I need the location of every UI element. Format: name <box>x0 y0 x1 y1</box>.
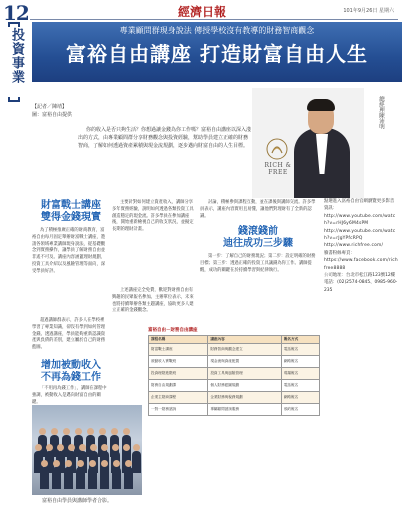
article-column-3 <box>200 200 316 224</box>
person-figure <box>88 467 97 489</box>
facebook-link[interactable]: https://www.facebook.com/richfree8888 <box>324 258 398 271</box>
table-header-cell: 報名方式 <box>281 336 319 344</box>
table-cell: 投資理財進階班 <box>149 368 208 380</box>
section-label: 投資事業 <box>9 28 24 84</box>
article-column-1 <box>32 228 108 318</box>
table-cell: 預約報名 <box>281 404 319 416</box>
youtube-link-1[interactable]: http://www.youtube.com/watch?v=rHJ6y6M4sPM <box>324 213 396 227</box>
bracket-bottom-icon <box>8 97 20 102</box>
subhead-3: 錢滾錢前 迪往成功三步驟 <box>223 226 293 249</box>
byline-photo-credit: 圖：富裕自由提供 <box>32 112 73 118</box>
person-figure <box>124 467 133 489</box>
logo-text: RICH & FREE <box>264 162 292 176</box>
paragraph: 超過講師群表示，許多人在學校裡學習了專業知識，卻沒有學到如何管理金錢。透過講座，學員能夠重新認識資產與負債的差別，建立屬於自己的財務藍圖。 <box>32 318 106 351</box>
table-cell: 被動收入實戰班 <box>149 356 208 368</box>
portrait-hair <box>307 99 335 111</box>
section-label-strip <box>3 22 25 102</box>
company-address: 公司地址：台北市松江路123號12樓 <box>324 273 396 279</box>
paragraph: 為了積極推廣正確的財商教育，富裕自由每月固定舉辦財富戰士講座，邀請各領域專業講師現身說法，從基礎觀念到實務操作，讓學員了解財務自由並非遙不可及。講座內容涵蓋理財規劃、投資工具介紹以及風險管理等面向，深受學員好評。 <box>32 228 106 274</box>
website-link[interactable]: http://www.richfree.com/ <box>324 243 384 249</box>
course-table <box>148 327 320 416</box>
table-cell: 個人財務藍圖規劃 <box>208 380 282 392</box>
person-figure <box>132 451 141 473</box>
byline-reporter: 【記者／陳靖】 <box>32 104 68 110</box>
person-figure <box>100 467 109 489</box>
youtube-link-2[interactable]: http://www.youtube.com/watch?v=rJgYPfcRPQ <box>324 228 396 242</box>
kicker: 專業顧問群現身說法 傳授學校沒有教導的財務智商觀念 <box>119 26 315 35</box>
byline <box>32 103 72 119</box>
table-header-row <box>149 336 320 344</box>
table-row <box>149 380 320 392</box>
lead-summary: 你的收入是否只夠生活？你想過讓金錢為你工作嗎？富裕自由講座以深入淺出的方式，由專業顧問群分享財務觀念與投資經驗，幫助學員建立正確的財務智商，了解如何透過資產累積與現金流規劃，逐步邁向財富自由的人生目標。 <box>78 127 252 149</box>
article-column-1c <box>32 386 108 405</box>
group-photo <box>32 405 142 495</box>
person-figure <box>64 467 73 489</box>
table-cell: 電話報名 <box>281 380 319 392</box>
paragraph: 討論，積極參與課程互動，並在課後與講師交流。許多學員表示，講座內容實用且易懂，讓他們對理財有了全新的認識。 <box>200 200 316 219</box>
article-column-2 <box>112 200 196 285</box>
table-header-cell: 講座內容 <box>208 336 282 344</box>
table-cell: 網路報名 <box>281 356 319 368</box>
subhead-1: 財富戰士講座 雙得金錢現實 <box>41 200 101 223</box>
subhead-2: 增加被動收入 不再為錢工作 <box>41 360 101 383</box>
person-figure <box>112 467 121 489</box>
table-caption: 富裕自由－財務自由講座 <box>148 328 198 333</box>
table-cell: 一對一財務諮詢 <box>149 404 208 416</box>
company-logo <box>256 138 296 182</box>
person-figure <box>40 467 49 489</box>
table-cell: 企業主財商課程 <box>149 392 208 404</box>
article-column-1b <box>32 318 108 358</box>
contact-intro: 點選進入富裕自由官網瀏覽更多影音資訊： <box>324 199 395 212</box>
portrait-caption: 總經理陳沛明 <box>378 96 384 129</box>
table-cell: 現場報名 <box>281 368 319 380</box>
table-cell: 企業財務與稅務規劃 <box>208 392 282 404</box>
newspaper-name: 經濟日報 <box>177 5 226 19</box>
portrait-photo <box>252 88 364 198</box>
table-cell: 財務智商與觀念建立 <box>208 344 282 356</box>
article-column-2b <box>112 288 196 324</box>
person-figure <box>76 467 85 489</box>
table-cell: 專屬顧問諮詢服務 <box>208 404 282 416</box>
table-row <box>149 392 320 404</box>
page-number: 12 <box>3 1 29 25</box>
table-cell: 財務自由規劃課 <box>149 380 208 392</box>
headline-banner <box>32 22 402 82</box>
facebook-label: 臉書粉絲專頁： <box>324 250 355 256</box>
group-photo-caption: 富裕自由學員與講師學者合影。 <box>42 498 113 504</box>
paragraph: 上述講座完全免費，歡迎對財務自由有興趣的民眾報名參加。主辦單位表示，未來也將持續舉辦各類主題講座，協助更多人建立正確的金錢觀念。 <box>112 288 194 314</box>
bracket-top-icon <box>8 22 20 27</box>
table-row <box>149 356 320 368</box>
table-row <box>149 344 320 356</box>
logo-mark-icon <box>266 138 288 160</box>
article-column-3b <box>200 254 316 322</box>
contact-info <box>324 198 398 294</box>
headline: 富裕自由講座 打造財富自由人生 <box>66 42 368 66</box>
top-rule <box>30 19 398 20</box>
table-row <box>149 368 320 380</box>
paragraph: 「不用再為錢工作」，講師在課程中強調，被動收入是邁向財富自由的關鍵。 <box>32 386 107 405</box>
person-figure <box>52 467 61 489</box>
paragraph: 主要針對如何建立資產收入，講師分享多年實務經驗，說明如何透過各類投資工具創造穩定的現金流。許多學員在參加講座後，開始重新檢視自己的收支狀況，並擬定長期的理財計畫。 <box>112 200 194 233</box>
table-row <box>149 404 320 416</box>
table-header-cell: 課程名稱 <box>149 336 208 344</box>
table-cell: 財富戰士講座 <box>149 344 208 356</box>
paragraph: 第一步：了解自己的財務現況；第二步：設定明確的財務目標；第三步：透過正確的投資工具讓錢為你工作。講師提醒，成功的關鍵在於持續學習與紀律執行。 <box>200 254 316 273</box>
issue-date: 101年9月26日 星期六 <box>343 8 394 14</box>
masthead <box>0 0 404 25</box>
table-cell: 網路報名 <box>281 392 319 404</box>
table-cell: 電話報名 <box>281 344 319 356</box>
company-phone: 電話：(02)2574-0845、0985-960-235 <box>324 280 398 293</box>
table-cell: 現金流與資產配置 <box>208 356 282 368</box>
table-cell: 投資工具與風險管理 <box>208 368 282 380</box>
